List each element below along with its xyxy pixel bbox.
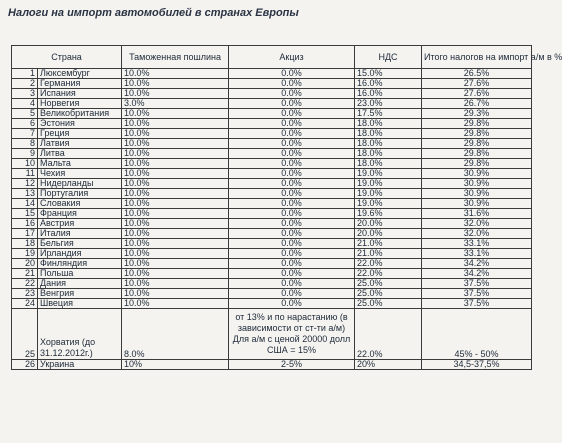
table-row-croatia <box>12 309 532 360</box>
excise-value: 0.0% <box>229 109 355 119</box>
vat-value: 15.0% <box>355 69 422 79</box>
excise-value: 0.0% <box>229 209 355 219</box>
vat-value: 16.0% <box>355 89 422 99</box>
vat-value: 20.0% <box>355 229 422 239</box>
total-value: 34,5-37,5% <box>422 360 532 370</box>
excise-value: 0.0% <box>229 289 355 299</box>
table-row <box>12 159 532 169</box>
vat-value: 18.0% <box>355 129 422 139</box>
table-row <box>12 279 532 289</box>
header-country: Страна <box>12 46 122 69</box>
row-number: 20 <box>12 259 38 269</box>
vat-value: 20.0% <box>355 219 422 229</box>
table-row <box>12 209 532 219</box>
duty-value: 10.0% <box>122 109 229 119</box>
table-row <box>12 219 532 229</box>
excise-value: 0.0% <box>229 79 355 89</box>
header-excise: Акциз <box>229 46 355 69</box>
row-number: 8 <box>12 139 38 149</box>
duty-value: 10.0% <box>122 79 229 89</box>
vat-value: 25.0% <box>355 299 422 309</box>
excise-value: 0.0% <box>229 199 355 209</box>
table-row <box>12 229 532 239</box>
total-value: 27.6% <box>422 89 532 99</box>
excise-value: 0.0% <box>229 229 355 239</box>
vat-value: 20% <box>355 360 422 370</box>
country-name: Португалия <box>38 189 122 199</box>
excise-value: 2-5% <box>229 360 355 370</box>
vat-value: 25.0% <box>355 279 422 289</box>
excise-value: 0.0% <box>229 169 355 179</box>
duty-value: 10.0% <box>122 199 229 209</box>
table-row <box>12 299 532 309</box>
table-row <box>12 99 532 109</box>
duty-value: 10.0% <box>122 149 229 159</box>
row-number: 24 <box>12 299 38 309</box>
country-name: Нидерланды <box>38 179 122 189</box>
vat-value: 18.0% <box>355 159 422 169</box>
excise-value: 0.0% <box>229 99 355 109</box>
duty-value: 10.0% <box>122 279 229 289</box>
total-value: 30.9% <box>422 169 532 179</box>
country-name: Венгрия <box>38 289 122 299</box>
duty-value: 10.0% <box>122 69 229 79</box>
total-value: 29.8% <box>422 149 532 159</box>
total-value: 30.9% <box>422 179 532 189</box>
excise-value: 0.0% <box>229 259 355 269</box>
table-row <box>12 69 532 79</box>
vat-value: 23.0% <box>355 99 422 109</box>
duty-value: 10.0% <box>122 129 229 139</box>
excise-value: 0.0% <box>229 269 355 279</box>
vat-value: 19.0% <box>355 199 422 209</box>
total-value: 29.8% <box>422 119 532 129</box>
excise-value: 0.0% <box>229 239 355 249</box>
row-number: 9 <box>12 149 38 159</box>
excise-value: 0.0% <box>229 139 355 149</box>
tax-table <box>11 45 562 370</box>
row-number: 10 <box>12 159 38 169</box>
row-number: 4 <box>12 99 38 109</box>
total-value: 29.3% <box>422 109 532 119</box>
table-row-ukraine <box>12 360 532 370</box>
country-name: Бельгия <box>38 239 122 249</box>
country-name: Норвегия <box>38 99 122 109</box>
table-header-row <box>12 46 532 69</box>
total-value: 32.0% <box>422 219 532 229</box>
table-row <box>12 149 532 159</box>
country-name: Испания <box>38 89 122 99</box>
table-row <box>12 259 532 269</box>
total-value: 37.5% <box>422 289 532 299</box>
country-name: Польша <box>38 269 122 279</box>
vat-value: 18.0% <box>355 149 422 159</box>
country-name: Эстония <box>38 119 122 129</box>
row-number: 3 <box>12 89 38 99</box>
excise-value: 0.0% <box>229 249 355 259</box>
total-value: 45% - 50% <box>422 309 532 360</box>
row-number: 6 <box>12 119 38 129</box>
table-row <box>12 269 532 279</box>
total-value: 34.2% <box>422 259 532 269</box>
duty-value: 3.0% <box>122 99 229 109</box>
row-number: 26 <box>12 360 38 370</box>
country-name: Литва <box>38 149 122 159</box>
total-value: 30.9% <box>422 189 532 199</box>
vat-value: 16.0% <box>355 79 422 89</box>
row-number: 12 <box>12 179 38 189</box>
duty-value: 10.0% <box>122 219 229 229</box>
vat-value: 17.5% <box>355 109 422 119</box>
total-value: 27.6% <box>422 79 532 89</box>
total-value: 37.5% <box>422 279 532 289</box>
vat-value: 22.0% <box>355 309 422 360</box>
row-number: 5 <box>12 109 38 119</box>
total-value: 29.8% <box>422 129 532 139</box>
country-name: Украина <box>38 360 122 370</box>
table-row <box>12 79 532 89</box>
country-name: Италия <box>38 229 122 239</box>
row-number: 2 <box>12 79 38 89</box>
total-value: 29.8% <box>422 159 532 169</box>
country-name: Хорватия (до 31.12.2012г.) <box>38 309 122 360</box>
duty-value: 10.0% <box>122 239 229 249</box>
vat-value: 18.0% <box>355 139 422 149</box>
total-value: 33.1% <box>422 239 532 249</box>
table-row <box>12 179 532 189</box>
country-name: Германия <box>38 79 122 89</box>
row-number: 22 <box>12 279 38 289</box>
country-name: Словакия <box>38 199 122 209</box>
vat-value: 19.6% <box>355 209 422 219</box>
total-value: 26.5% <box>422 69 532 79</box>
total-value: 34.2% <box>422 269 532 279</box>
duty-value: 10.0% <box>122 139 229 149</box>
header-total: Итого налогов на импорт а/м в % <box>422 46 532 69</box>
row-number: 19 <box>12 249 38 259</box>
duty-value: 10.0% <box>122 119 229 129</box>
excise-value: 0.0% <box>229 189 355 199</box>
duty-value: 10.0% <box>122 269 229 279</box>
country-name: Мальта <box>38 159 122 169</box>
table-row <box>12 139 532 149</box>
duty-value: 10.0% <box>122 159 229 169</box>
duty-value: 10.0% <box>122 249 229 259</box>
vat-value: 25.0% <box>355 289 422 299</box>
excise-value: 0.0% <box>229 89 355 99</box>
excise-value: 0.0% <box>229 159 355 169</box>
row-number: 21 <box>12 269 38 279</box>
total-value: 29.8% <box>422 139 532 149</box>
vat-value: 22.0% <box>355 269 422 279</box>
header-vat: НДС <box>355 46 422 69</box>
total-value: 30.9% <box>422 199 532 209</box>
excise-value: 0.0% <box>229 69 355 79</box>
table-row <box>12 109 532 119</box>
vat-value: 21.0% <box>355 239 422 249</box>
excise-value: 0.0% <box>229 149 355 159</box>
duty-value: 10.0% <box>122 89 229 99</box>
duty-value: 10.0% <box>122 169 229 179</box>
row-number: 16 <box>12 219 38 229</box>
table-row <box>12 249 532 259</box>
table-row <box>12 189 532 199</box>
duty-value: 10.0% <box>122 209 229 219</box>
country-name: Дания <box>38 279 122 289</box>
duty-value: 10% <box>122 360 229 370</box>
row-number: 1 <box>12 69 38 79</box>
row-number: 14 <box>12 199 38 209</box>
vat-value: 22.0% <box>355 259 422 269</box>
vat-value: 18.0% <box>355 119 422 129</box>
vat-value: 21.0% <box>355 249 422 259</box>
table-row <box>12 199 532 209</box>
excise-value: 0.0% <box>229 179 355 189</box>
duty-value: 10.0% <box>122 229 229 239</box>
row-number: 11 <box>12 169 38 179</box>
country-name: Люксембург <box>38 69 122 79</box>
excise-value: 0.0% <box>229 279 355 289</box>
duty-value: 10.0% <box>122 289 229 299</box>
table-row <box>12 169 532 179</box>
country-name: Греция <box>38 129 122 139</box>
vat-value: 19.0% <box>355 169 422 179</box>
duty-value: 8.0% <box>122 309 229 360</box>
country-name: Ирландия <box>38 249 122 259</box>
total-value: 37.5% <box>422 299 532 309</box>
row-number: 15 <box>12 209 38 219</box>
table-row <box>12 289 532 299</box>
header-duty: Таможенная пошлина <box>122 46 229 69</box>
total-value: 31.6% <box>422 209 532 219</box>
row-number: 13 <box>12 189 38 199</box>
row-number: 23 <box>12 289 38 299</box>
vat-value: 19.0% <box>355 189 422 199</box>
excise-value: 0.0% <box>229 119 355 129</box>
duty-value: 10.0% <box>122 179 229 189</box>
table-row <box>12 89 532 99</box>
country-name: Швеция <box>38 299 122 309</box>
row-number: 18 <box>12 239 38 249</box>
total-value: 32.0% <box>422 229 532 239</box>
table-row <box>12 119 532 129</box>
row-number: 17 <box>12 229 38 239</box>
country-name: Финляндия <box>38 259 122 269</box>
table-body <box>12 69 532 370</box>
country-name: Латвия <box>38 139 122 149</box>
table-row <box>12 239 532 249</box>
excise-value: от 13% и по нарастанию (в зависимости от ст-ти а/м) Для а/м с ценой 20000 долл США = 15% <box>229 309 355 360</box>
total-value: 33.1% <box>422 249 532 259</box>
vat-value: 19.0% <box>355 179 422 189</box>
excise-value: 0.0% <box>229 219 355 229</box>
total-value: 26.7% <box>422 99 532 109</box>
country-name: Чехия <box>38 169 122 179</box>
excise-value: 0.0% <box>229 129 355 139</box>
duty-value: 10.0% <box>122 299 229 309</box>
row-number: 7 <box>12 129 38 139</box>
table-row <box>12 129 532 139</box>
duty-value: 10.0% <box>122 259 229 269</box>
duty-value: 10.0% <box>122 189 229 199</box>
row-number: 25 <box>12 309 38 360</box>
page-title: Налоги на импорт автомобилей в странах Европы <box>8 7 299 19</box>
excise-value: 0.0% <box>229 299 355 309</box>
country-name: Франция <box>38 209 122 219</box>
country-name: Австрия <box>38 219 122 229</box>
country-name: Великобритания <box>38 109 122 119</box>
